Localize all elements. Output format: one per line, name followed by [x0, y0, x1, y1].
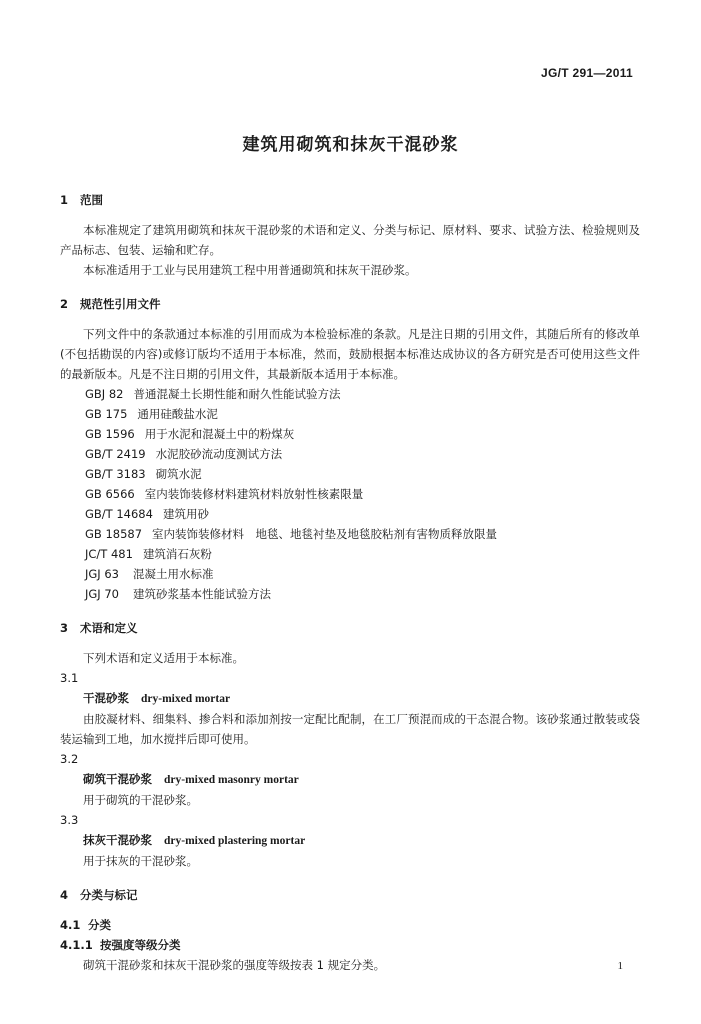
term-chinese: 砌筑干混砂浆 — [83, 772, 152, 786]
term-english: dry-mixed masonry mortar — [164, 774, 299, 786]
section-1-paragraph-1: 本标准规定了建筑用砌筑和抹灰干混砂浆的术语和定义、分类与标记、原材料、要求、试验方法、检验规则及产品标志、包装、运输和贮存。 — [60, 223, 640, 257]
term-definition: 由胶凝材料、细集料、掺合料和添加剂按一定配比配制，在工厂预混而成的干态混合物。该砂浆通过散装或袋装运输到工地，加水搅拌后即可使用。 — [60, 712, 640, 746]
reference-code: JGJ 63 — [85, 567, 119, 581]
section-number: 1 — [60, 193, 69, 207]
section-1-heading — [60, 190, 640, 210]
reference-name: 建筑消石灰粉 — [142, 547, 212, 561]
section-title: 术语和定义 — [80, 621, 138, 635]
reference-code: GBJ 82 — [85, 387, 124, 401]
section-number: 2 — [60, 297, 69, 311]
subsection-4-1-1-text: 砌筑干混砂浆和抹灰干混砂浆的强度等级按表 1 规定分类。 — [83, 958, 386, 972]
standard-code: JG/T 291—2011 — [541, 66, 633, 80]
reference-item — [60, 384, 640, 404]
term-heading — [60, 769, 640, 790]
reference-item — [60, 564, 640, 584]
reference-code: JC/T 481 — [85, 547, 133, 561]
section-title: 分类与标记 — [80, 888, 138, 902]
term-number: 3.3 — [60, 813, 79, 827]
reference-name: 混凝土用水标准 — [133, 567, 214, 581]
reference-name: 室内装饰装修材料建筑材料放射性核素限量 — [144, 487, 364, 501]
reference-name: 通用硅酸盐水泥 — [137, 407, 218, 421]
reference-item — [60, 504, 640, 524]
reference-code: GB 6566 — [85, 487, 135, 501]
reference-code: GB 18587 — [85, 527, 143, 541]
subsection-title: 按强度等级分类 — [100, 938, 181, 952]
reference-item — [60, 584, 640, 604]
reference-code: GB/T 3183 — [85, 467, 146, 481]
term-definition: 用于抹灰的干混砂浆。 — [83, 854, 198, 868]
reference-code: GB 1596 — [85, 427, 135, 441]
section-title: 范围 — [80, 193, 103, 207]
reference-item — [60, 544, 640, 564]
subsection-4-1-heading — [60, 915, 640, 935]
document-body — [60, 190, 640, 975]
section-2-heading — [60, 294, 640, 314]
section-3-intro: 下列术语和定义适用于本标准。 — [83, 651, 244, 665]
term-chinese: 干混砂浆 — [83, 691, 129, 705]
subsection-title: 分类 — [88, 918, 111, 932]
reference-name: 砌筑水泥 — [155, 467, 202, 481]
reference-name: 室内装饰装修材料 地毯、地毯衬垫及地毯胶粘剂有害物质释放限量 — [152, 527, 498, 541]
term-heading — [60, 688, 640, 709]
reference-name: 建筑用砂 — [162, 507, 209, 521]
subsection-number: 4.1 — [60, 918, 81, 932]
reference-item — [60, 444, 640, 464]
reference-code: JGJ 70 — [85, 587, 119, 601]
section-number: 4 — [60, 888, 69, 902]
term-english: dry-mixed mortar — [141, 693, 231, 705]
reference-item — [60, 404, 640, 424]
section-number: 3 — [60, 621, 69, 635]
section-2-paragraph: 下列文件中的条款通过本标准的引用而成为本检验标准的条款。凡是注日期的引用文件，其随后所有的修改单(不包括勘误的内容)或修订版均不适用于本标准，然而，鼓励根据本标准达成协议的各方研究是否可使用这些文件的最新版本。凡是不注日期的引用文件，其最新版本适用于本标准。 — [60, 327, 640, 381]
document-title: 建筑用砌筑和抹灰干混砂浆 — [242, 135, 459, 155]
reference-item — [60, 424, 640, 444]
reference-name: 水泥胶砂流动度测试方法 — [155, 447, 283, 461]
reference-code: GB/T 14684 — [85, 507, 153, 521]
section-1-paragraph-2: 本标准适用于工业与民用建筑工程中用普通砌筑和抹灰干混砂浆。 — [83, 263, 417, 277]
page-number: 1 — [617, 960, 623, 972]
term-number: 3.1 — [60, 671, 79, 685]
subsection-number: 4.1.1 — [60, 938, 93, 952]
term-definition: 用于砌筑的干混砂浆。 — [83, 793, 198, 807]
term-chinese: 抹灰干混砂浆 — [83, 833, 152, 847]
reference-name: 用于水泥和混凝土中的粉煤灰 — [144, 427, 295, 441]
reference-code: GB 175 — [85, 407, 128, 421]
term-number: 3.2 — [60, 752, 79, 766]
term-heading — [60, 830, 640, 851]
subsection-4-1-1-heading — [60, 935, 640, 955]
section-title: 规范性引用文件 — [80, 297, 161, 311]
reference-item — [60, 524, 640, 544]
term-english: dry-mixed plastering mortar — [164, 835, 306, 847]
reference-code: GB/T 2419 — [85, 447, 146, 461]
reference-list — [60, 384, 640, 604]
section-4-heading — [60, 885, 640, 905]
reference-name: 建筑砂浆基本性能试验方法 — [133, 587, 271, 601]
reference-name: 普通混凝土长期性能和耐久性能试验方法 — [133, 387, 341, 401]
section-3-heading — [60, 618, 640, 638]
reference-item — [60, 464, 640, 484]
reference-item — [60, 484, 640, 504]
